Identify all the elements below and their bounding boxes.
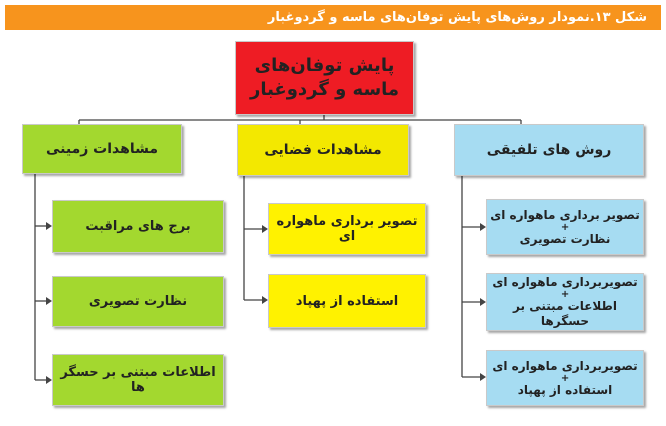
space-item-drone: استفاده از پهپاد (268, 274, 426, 328)
root-line-1: پایش توفان‌های (254, 55, 395, 76)
integrated-item-1-bottom: نظارت تصویری (519, 231, 611, 246)
figure-caption: شکل ۱۳.نمودار روش‌های پایش توفان‌های ماسه و گردوغبار (5, 5, 661, 30)
integrated-item-3 (486, 350, 644, 406)
ground-item-video: نظارت تصویری (52, 276, 224, 327)
space-observations-node: مشاهدات فضایی (237, 124, 409, 176)
integrated-item-2-bottom: اطلاعات مبتنی بر حسگرها (513, 299, 617, 328)
integrated-item-1-plus: + (560, 221, 570, 233)
integrated-item-2-top: تصویربرداری ماهواره ای (492, 275, 638, 289)
integrated-item-3-bottom: استفاده از پهپاد (517, 382, 613, 397)
space-item-satellite: تصویر برداری ماهواره ای (268, 203, 426, 255)
ground-observations-node: مشاهدات زمینی (22, 124, 182, 174)
integrated-item-2 (486, 273, 644, 331)
integrated-item-1 (486, 199, 644, 255)
ground-item-towers: برج های مراقبت (52, 200, 224, 253)
integrated-item-3-top: تصویربرداری ماهواره ای (492, 358, 638, 373)
integrated-item-2-plus: + (560, 289, 570, 300)
integrated-item-3-plus: + (560, 372, 570, 384)
root-node (235, 41, 414, 115)
integrated-methods-node: روش های تلفیقی (454, 124, 644, 176)
root-line-2: ماسه و گردوغبار (249, 79, 400, 100)
integrated-item-1-top: تصویر برداری ماهواره ای (490, 207, 640, 222)
ground-item-sensors: اطلاعات مبتنی بر حسگر ها (52, 354, 224, 406)
